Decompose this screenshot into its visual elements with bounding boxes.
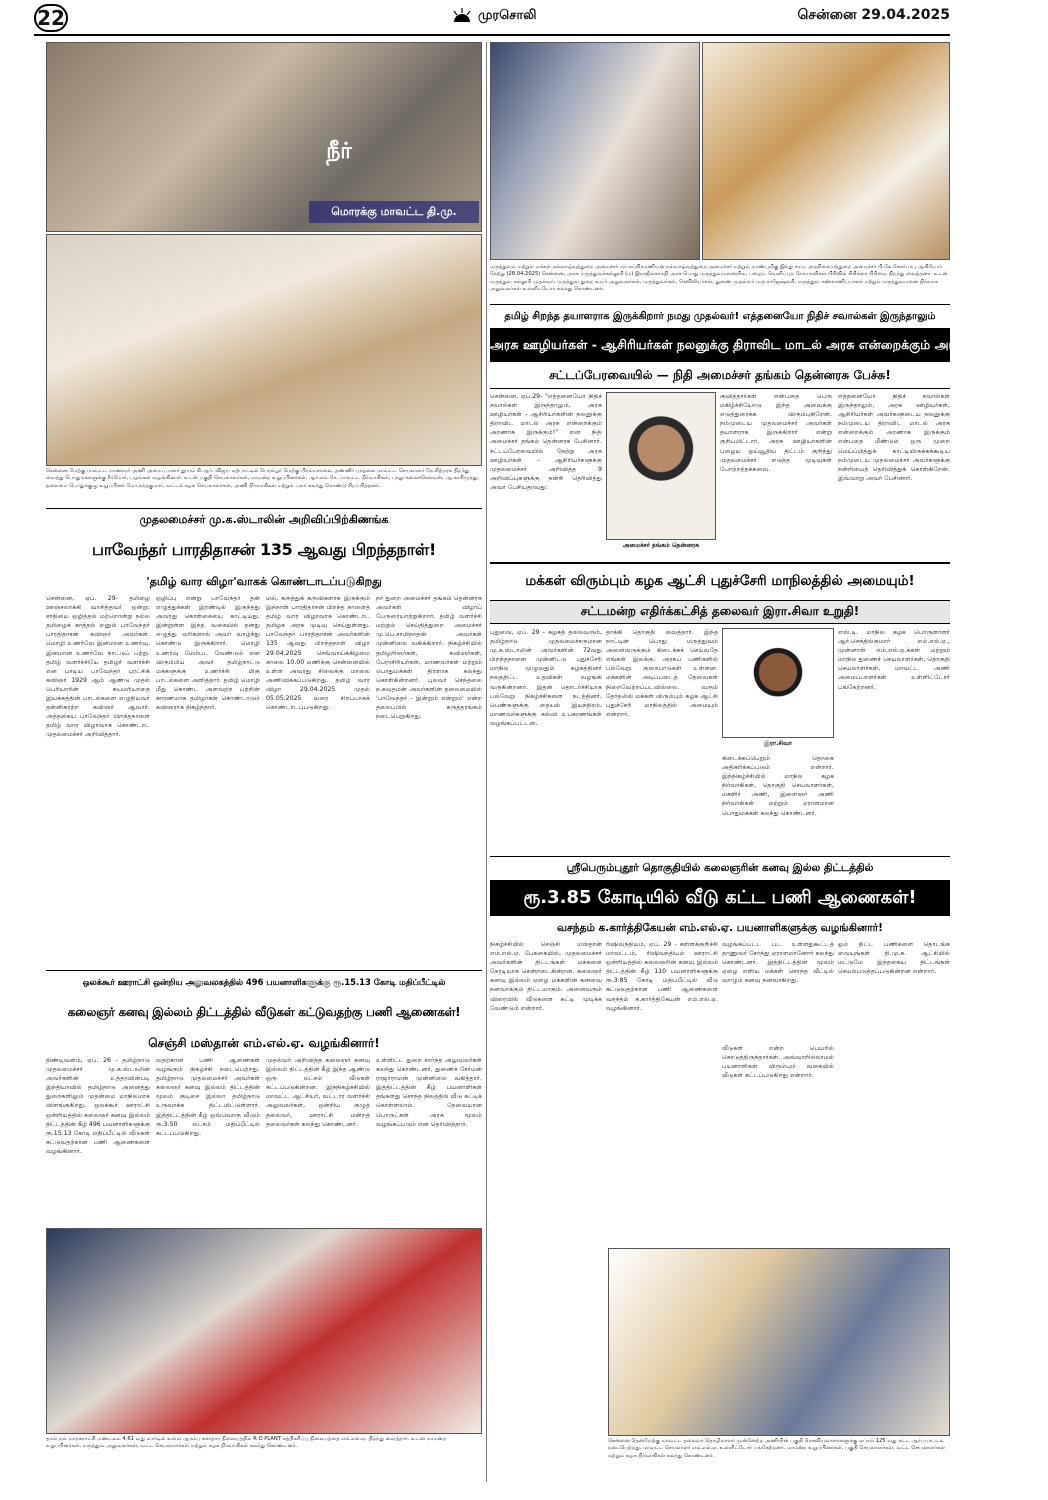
olakkur-col-2: வதற்கான பணி ஆணைகள் வழங்கும் நிகழ்ச்சி நடைபெற்றது. தமிழ்நாடு முதலமைச்சர் அவர்கள் கலைஞர் கனவு இல்லம் திட்டத்தின் மூலம் குடிசை இல்லா தமிழ்நாடு உருவாக்க திட்டமிட்டுள்ளார். இத்திட்டத்தின் கீழ் ஒவ்வொரு வீடும் ரூ.3.50 லட்சம் மதிப்பீட்டில் கட்டப்படுகிறது. bbox=[156, 1057, 260, 1137]
puducherry-portrait bbox=[722, 628, 834, 738]
thangam-col-1: சென்னை, ஏப்.29- "எத்தனையோ நிதிச் சவால்கள் இருந்தாலும், அரசு ஊழியர்கள் - ஆசிரியர்களின் நலனுக்கு திராவிட மாடல் அரசு என்றைக்கும் அரணாக இருக்கும்!" என நிதி அமைச்சர் தங்கம் தென்னரசு பேசினார். சட்டப்பேரவையில் நேற்று அரசு ஊழியர்கள் - ஆசிரியர்களுக்கு முதலமைச்சர் அறிவித்த 9 அறிவிப்புகளுக்கு நன்றி தெரிவித்து அவர் பேசியதாவது: bbox=[490, 393, 602, 491]
bharathidasan-col-3: மல், கருத்துக் கருவிகளாக இருக்கும் இந்நாள் பாரதிதாசன் பிறந்த நாளைத் தமிழ் வார விழாவாக கொண்டாட தமிழக அரசு முடிவு செய்துள்ளது. பாவேந்தர் பாரதிதாசன் அவர்களின் 135 ஆவது பிறந்தநாள் விழா 29.04.2025 செவ்வாய்க்கிழமை காலை 10.00 மணிக்கு சென்னையில் உள்ள அவரது சிலைக்கு மாலை அணிவிக்கப்படுகிறது. தமிழ் வார விழா 29.04.2025 முதல் 05.05.2025 வரை சிறப்பாகக் கொண்டாடப்படுகிறது. bbox=[266, 595, 370, 712]
bharathidasan-kicker: முதலமைச்சர் மு.க.ஸ்டாலின் அறிவிப்பிற்கிணங்க bbox=[139, 513, 389, 526]
rishivandiyam-col-3: வீடுகள் என்ற பெயரில் கொடுத்திருந்தார்கள். அவ்வாறில்லாமல் பயனாளிகள் விரும்பும் வகையில் வீடுகள் கட்டப்படுகிறது என்றார். bbox=[722, 1045, 834, 1080]
bottom-right-photo bbox=[608, 1248, 950, 1436]
olakkur-top-rule bbox=[46, 970, 482, 971]
rishivandiyam-top-rule bbox=[490, 856, 950, 857]
thangam-headline: அரசு ஊழியர்கள் - ஆசிரியர்கள் நலனுக்கு திராவிட மாடல் அரசு என்றைக்கும் அரணாக இருக்கும்! bbox=[490, 328, 950, 362]
bottom-left-photo bbox=[46, 1228, 482, 1434]
top-right-photo-1 bbox=[490, 42, 700, 260]
place-date: சென்னை 29.04.2025 bbox=[797, 7, 950, 23]
puducherry-col-2: தாக்கி தொகுதி வைத்தார். இந்த நாட்டின் பொது மருத்துவம் அனைவருக்கும் கிடைக்கச் செய்வதே எங்கள் இலக்கு. அரசுப் பணிகளில் பல்வேறு குறைபாடுகள் உள்ளன. மக்களின் அடிப்படைத் தேவைகள் நிறைவேற்றப்படவில்லை. வரும் தேர்தலில் மக்கள் விரும்பும் கழக ஆட்சி புதுச்சேரி மாநிலத்தில் அமையும் என்றார். bbox=[606, 629, 718, 718]
rishivandiyam-subhead: வசந்தம் க.கார்த்திகேயன் எம்.எல்.ஏ. பயனாளிகளுக்கு வழங்கினார்! bbox=[557, 922, 883, 934]
rising-sun-icon bbox=[452, 8, 472, 24]
puducherry-headline: மக்கள் விரும்பும் கழக ஆட்சி புதுச்சேரி மாநிலத்தில் அமையும்! bbox=[525, 573, 915, 589]
bharathidasan-col-2: ஒழிப்பு என்று பாவேந்தர் தன் எழுத்துக்கள் இரண்டில் இருந்தது அவரது கொள்கையை காட்டியது. இன்றுள்ள இந்த வகையில் தனது எழுத்து வரிகளால் அவர் வாழ்ந்து கொண்டு இருக்கிறார். மொழி உணர்வு மேம்பட வேண்டும் என விரும்பிய அவர் தமிழ்நாட்டு மக்களுக்கு உணர்ச்சி மிகு பாடல்களை அளித்தார். தமிழ் மொழி மீது கொண்ட அளவற்ற பற்றின் காரணமாக தமிழர்கள் கொண்டாடும் கவிஞராக திகழ்ந்தார். bbox=[156, 595, 260, 712]
puducherry-portrait-caption: இரா.சிவா bbox=[764, 740, 792, 747]
bharathidasan-headline: பாவேந்தர் பாரதிதாசன் 135 ஆவது பிறந்தநாள்! bbox=[91, 540, 436, 559]
thangam-subhead: சட்டப்பேரவையில் — நிதி அமைச்சர் தங்கம் தென்னரசு பேச்சு! bbox=[549, 368, 891, 382]
bottom-left-caption: தாம்பரம் மாநகராட்சி மண்டலம் 4,61 வது வார்டில் உள்ள ஆரம்ப சுகாதார நிலையத்தில் R O PLANT சுத்திகரிப்பு நிலையத்தை எம்.எல்.ஏ. திறந்து வைத்தார். உடன் மாமன்ற உறுப்பினர்கள், மருத்துவ அலுவலர்கள், வட்ட செயலாளர்கள் மற்றும் கழக நிர்வாகிகள் கலந்து கொண்டனர். bbox=[46, 1436, 447, 1450]
rishivandiyam-col-1: ரிஷிவந்தியம், ஏப். 29 - கள்ளக்குறிச்சி மாவட்டம், ரிஷிவந்தியம் ஊராட்சி ஒன்றியத்தில் கலைஞரின் கனவு இல்லம் திட்டத்தின் கீழ் 110 பயனாளிகளுக்கு ரூ.3.85 கோடி மதிப்பீட்டில் வீடு கட்டுவதற்கான பணி ஆணைகளை வசந்தம் க.கார்த்திகேயன் எம்.எல்.ஏ. வழங்கினார். bbox=[606, 941, 718, 1012]
masthead-rule bbox=[34, 34, 950, 36]
rishivandiyam-kicker: ஸ்ரீபெரும்புதூர் தொகுதியில் கலைஞரின் கனவு இல்ல திட்டத்தில் bbox=[566, 862, 874, 874]
olakkur-col-1: திண்டிவனம், ஏப். 26 - தமிழ்நாடு முதலமைச்சர் மு.க.ஸ்டாலின் அவர்களின் உத்தரவின்படி இந்தியாவில் தமிழ்நாடு அனைத்து துறைகளிலும் முதன்மை மாநிலமாக விளங்குகிறது. ஒலக்கூர் ஊராட்சி ஒன்றியத்தில் கலைஞர் கனவு இல்லம் திட்டத்தின் கீழ் 496 பயனாளிகளுக்கு ரூ.15.13 கோடி மதிப்பீட்டில் வீடுகள் கட்டுவதற்கான பணி ஆணைகளை வழங்கினார். bbox=[46, 1057, 151, 1155]
puducherry-subhead-bar bbox=[490, 600, 950, 624]
sriperumbudur-col-2: நிகழ்ச்சியில் செஞ்சி மஸ்தான் எம்.எல்.ஏ. பேசுகையில், முதலமைச்சர் அவர்களின் திட்டங்கள் மக்களை நேரடியாக சென்றடைகின்றன. கலைஞர் கனவு இல்லம் ஏழை மக்களின் கனவை நனவாக்கும் திட்டமாகும். அனைவரும் விரைவில் வீடுகளை கட்டி முடிக்க வேண்டும் என்றார். bbox=[490, 941, 602, 1012]
bharathidasan-col-1: சென்னை, ஏப். 29- தமிழை ஊஞ்சலாக்கி வாசித்தவர் ஒன்று: சாதியை ஒழித்தல் மற்றொன்று நல்ல தமிழைக் காத்தல் எனும் பாவேந்தர் பாரதிதாசன் கவிஞர் அவர்கள். மொழி உணர்வே இனமான உணர்வு. இனமான உணர்வே நாட்டுப் பற்று. தமிழ் வளர்ச்சியே தமிழர் வளர்ச்சி என பாடிய பாவேந்தர் புரட்சிக் கவிஞர் 1929 ஆம் ஆண்டு முதல் பெரியாரின் சுயமரியாதை இயக்கத்தின் பாடல்களை எழுதியவர் தன்னிகரற்ற கவிஞர் ஆவார். அத்தகைய பாவேந்தர் பிறந்தநாளை தமிழ் வார விழாவாக கொண்டாட முதலமைச்சர் அறிவித்தார். bbox=[46, 595, 150, 739]
puducherry-col-3: கிடைக்கப்பெறும் தொகை அதிகரிக்கப்படும் என்றார். இந்நிகழ்ச்சியில் மாநில கழக நிர்வாகிகள், தொகுதி செயலாளர்கள், மகளிர் அணி, இளைஞர் அணி நிர்வாகிகள் மற்றும் ஏராளமான பொதுமக்கள் கலந்து கொண்டனர். bbox=[722, 755, 834, 817]
center-column-rule bbox=[486, 42, 487, 1482]
thangam-col-4: எத்தனையோ நிதிச் சவால்கள் இருந்தாலும், அரசு ஊழியர்கள், ஆசிரியர்கள் அவர்களுடைய நலனுக்கு நம்முடைய திராவிட மாடல் அரசு என்றைக்கும் அரணாக இருக்கும் என்பதை மீண்டும் ஒரு முறை மெய்ப்பித்துக் காட்டியிருக்கக்கூடிய நம்முடைய முதலமைச்சர் அவர்களுக்கு நன்றியைத் தெரிவித்துக் கொள்கிறேன். இவ்வாறு அவர் பேசினார். bbox=[838, 393, 950, 482]
masthead bbox=[0, 0, 972, 36]
section-divider bbox=[490, 304, 950, 305]
thangam-portrait bbox=[606, 392, 716, 540]
rishivandiyam-headline: ரூ.3.85 கோடியில் வீடு கட்ட பணி ஆணைகள்! bbox=[490, 880, 950, 916]
thangam-portrait-caption: அமைச்சர் தங்கம் தென்னரசு bbox=[622, 542, 700, 549]
olakkur-kicker: ஒலக்கூர் ஊராட்சி ஒன்றிய அலுவலகத்தில் 496 பயனாளிகளுக்கு ரூ.15.13 கோடி மதிப்பீட்டில் bbox=[82, 977, 446, 987]
bharathidasan-col-4: நர் துறை அமைச்சர் தங்கம் தென்னரசு அவர்கள் விழாப் பேருரையாற்றுகிறார். தமிழ் வளர்ச்சி மற்றும் செய்தித்துறை அமைச்சர் மு.பெ.சாமிநாதன் அவர்கள் முன்னிலை வகிக்கிறார். நிகழ்ச்சியில் தமிழறிஞர்கள், கவிஞர்கள், பேராசிரியர்கள், மாணவர்கள் மற்றும் பொதுமக்கள் திரளாக கலந்து கொள்கின்றனர். புலவர் செந்தலை ந.கவுதமன் அவர்களின் தலைமையில் 'பாவேந்தர் - இன்றும் என்றும்' என்ற தலைப்பில் கருத்தரங்கம் நடைபெறுகிறது. bbox=[376, 595, 482, 721]
top-left-photo-1 bbox=[46, 42, 482, 232]
thangam-subhead-rule bbox=[490, 388, 950, 389]
thangam-col-3: குவித்தார்கள் என்பதை பெரு மகிழ்ச்சியோடு இந்த அவைக்கு எடுத்துரைக்க விரும்புகிறேன். நம்முடைய முதலமைச்சர் அவர்கள் தயாளராக இருக்கிறார் என்று குறிப்பிட்டார். அரசு ஊழியர்களின் பழைய ஓய்வூதிய திட்டம் குறித்து முதலமைச்சர் எடுத்த முடிவுகள் போற்றத்தக்கவை. bbox=[720, 393, 832, 473]
rishivandiyam-col-4: ஓம் திட்ட பணிகளை தொடங்க வையுங்கள் தி.மு.க. ஆட்சியில் மட்டுமே இத்தகைய திட்டங்கள் செயல்படுத்தப்படுகின்றன என்றார். bbox=[838, 941, 950, 976]
sign-text: மொரக்கு மாவட்ட தி.மு. bbox=[309, 201, 479, 223]
thangam-kicker: தமிழ் சிறந்த தயாளராக இருக்கிறார் நமது முதல்வர்! எத்தனையோ நிதிச் சவால்கள் இருந்தாலும் bbox=[504, 311, 936, 322]
bottom-right-caption: சென்னை தென்மேற்கு மாவட்ட தலைவர் தொழிலாளர் முன்னேற்ற அணியின் பகுதி நெசவியலாளர்களுக்கு ஏப்ரல் 125 வது கட்ட ஆர்ப்பாட்டம் நடைபெற்றது. மாவட்ட செயலாளர் எம்.எல்.ஏ. உள்ளிட்டோர் பங்கேற்றனர். மாமன்ற உறுப்பினர்கள், பகுதி செயலாளர்கள், வட்ட செயலாளர்கள் மற்றும் கழக நிர்வாகிகள் கலந்து கொண்டனர். bbox=[608, 1438, 946, 1459]
puducherry-col-1: புதுவை, ஏப். 29 - கழகத் தலைவரும், தமிழ்நாடு முதலமைச்சருமான மு.க.ஸ்டாலின் அவர்களின் 72வது பிறந்தநாளை முன்னிட்டு புதுச்சேரி மாநில முழுவதும் கழகத்தினர் நலத்திட்ட உதவிகள் வழங்கி வருகின்றனர். இதன் தொடர்ச்சியாக பல்வேறு நிகழ்ச்சிகளை நடத்தினர். பெண்களுக்கு தையல் இயந்திரம், மாணவர்களுக்கு கல்வி உபகரணங்கள் வழங்கப்பட்டன. bbox=[490, 629, 602, 727]
bharathidasan-subhead: 'தமிழ் வார விழா'வாகக் கொண்டாடப்படுகிறது bbox=[146, 575, 382, 588]
olakkur-subhead: செஞ்சி மஸ்தான் எம்.எல்.ஏ. வழங்கினார்! bbox=[148, 1036, 380, 1050]
page-number: 22 bbox=[37, 6, 65, 30]
rishivandiyam-col-2: வழங்கப்பட்ட பட உள்ளதுகூட்டத் தாணுவர் சேர்ந்து ஏராளமானோர் கலந்து கொண்டனர். இத்திட்டத்தின் மூலம் ஏழை எளிய மக்கள் சொந்த வீட்டில் வாழும் கனவு நனவாகிறது. bbox=[722, 941, 834, 985]
bharathidasan-top-rule bbox=[46, 508, 482, 509]
top-left-caption: சென்னை மேற்கு மாவட்ட மாணவர் அணி அமைப்பாளர் தூயம் கி.ஆர். விஜய் ஏற்பாட்டில் பெரம்பூர் மேற்கு பிரம்மசாலை, தண்ணீர் பந்தலை மாவட்ட செயலாளர் நே.சிற்றரசு திறந்து வைத்து பொதுமக்களுக்கு நீர்மோர், பழங்கள் வழங்கினார். உடன் பகுதி செயலாளர்கள், மாமன்ற உறுப்பினர்கள், ஆர்.எம்.கே. மாவட்ட நிர்வாகிகள், பாலு கலைச்செல்வன், ஆ.காசிமுத்து, தலைமை பொதுக்குழு உறுப்பினர் மோ.நந்தகுமார், வட்டக் கழக செயலாளர்கள், அணி நிர்வாகிகள் மற்றும் பலர் கலந்து கொண்டு சிறப்பித்தனர். bbox=[46, 468, 480, 489]
olakkur-headline: கலைஞர் கனவு இல்லம் திட்டத்தில் வீடுகள் கட்டுவதற்கு பணி ஆணைகள்! bbox=[67, 1005, 461, 1019]
olakkur-col-3: முதல்வர் அறிவித்த கலைஞர் கனவு இல்லம் திட்டத்தின் கீழ் இந்த ஆண்டு ஒரு லட்சம் வீடுகள் கட்டப்படுகின்றன. இந்நிகழ்ச்சியில் மாவட்ட ஆட்சியர், வட்டார வளர்ச்சி அலுவலர்கள், ஒன்றிய குழுத் தலைவர், ஊராட்சி மன்றத் தலைவர்கள் கலந்து கொண்டனர். bbox=[266, 1057, 370, 1128]
olakkur-col-4: உள்ளிட்ட துறை சார்ந்த அலுவலர்கள் கலந்து கொண்டனர். துணைச் சேர்மன் ராஜாராமன் முன்னிலை வகித்தார். இத்திட்டத்தின் கீழ் பயனாளிகள் தங்களது சொந்த நிலத்தில் வீடு கட்டிக் கொள்ளலாம். தேவையான பொருட்கள் அரசு மூலம் வழங்கப்படும் என தெரிவித்தார். bbox=[376, 1057, 482, 1128]
puducherry-subhead: சட்டமன்ற எதிர்க்கட்சித் தலைவர் இரா.சிவா உறுதி! bbox=[580, 604, 860, 618]
paper-name: முரசொலி bbox=[478, 8, 537, 23]
top-left-photo-2 bbox=[46, 234, 482, 466]
puducherry-col-4: எஸ்.டி. மாநில கழக பொருளாளர் ஆர்.செந்தில்குமார் எம்.எல்.ஏ., முன்னாள் எம்.எல்.ஏ.க்கள் மற்றும் மாநில துணைச் செயலாளர்கள், தொகுதி செயலாளர்கள், மாவட்ட அணி அமைப்பாளர்கள் உள்ளிட்டோர் பங்கேற்றனர். bbox=[838, 629, 950, 691]
banner-text: நீர் bbox=[326, 139, 352, 164]
page-number-badge bbox=[34, 4, 68, 32]
top-right-caption: மருத்துவம் மற்றும் மக்கள் நல்வாழ்வுத்துறை அமைச்சர் மா.சுப்பிரமணியன் நல்வாழ்வுத்துறை அமைச்சர் மற்றும் மாண்புமிகு இந்து சமய அறநிலையத்துறை அமைச்சர் பி.கே.சேகர்பாபு ஆகியோர் நேற்று (28.04.2025) சென்னை, அரசு மருத்துவக்கல்லூரி (ம) இராஜீவ்காந்தி அரசு பொது மருத்துவமனையில், பழைய வெளிப்புற நோயாளிகள் பிரிவில் சிகிச்சை பிரிவை திறந்து வைத்தனர். உடன் மருத்துவ கல்லூரி முதல்வர், மருத்துவ துறை உயர் அலுவலர்கள், மருத்துவர்கள், செவிலியர்கள், துணை முதல்வர் மரு.ராஜேஷ்வரி, மருத்துவ கண்காணிப்பாளர் மற்றும் மருத்துவமனை நிர்வாக அலுவலர்கள் உள்ளிட்டோர் கலந்து கொண்டனர். bbox=[490, 264, 948, 293]
top-right-photo-2 bbox=[702, 42, 950, 260]
